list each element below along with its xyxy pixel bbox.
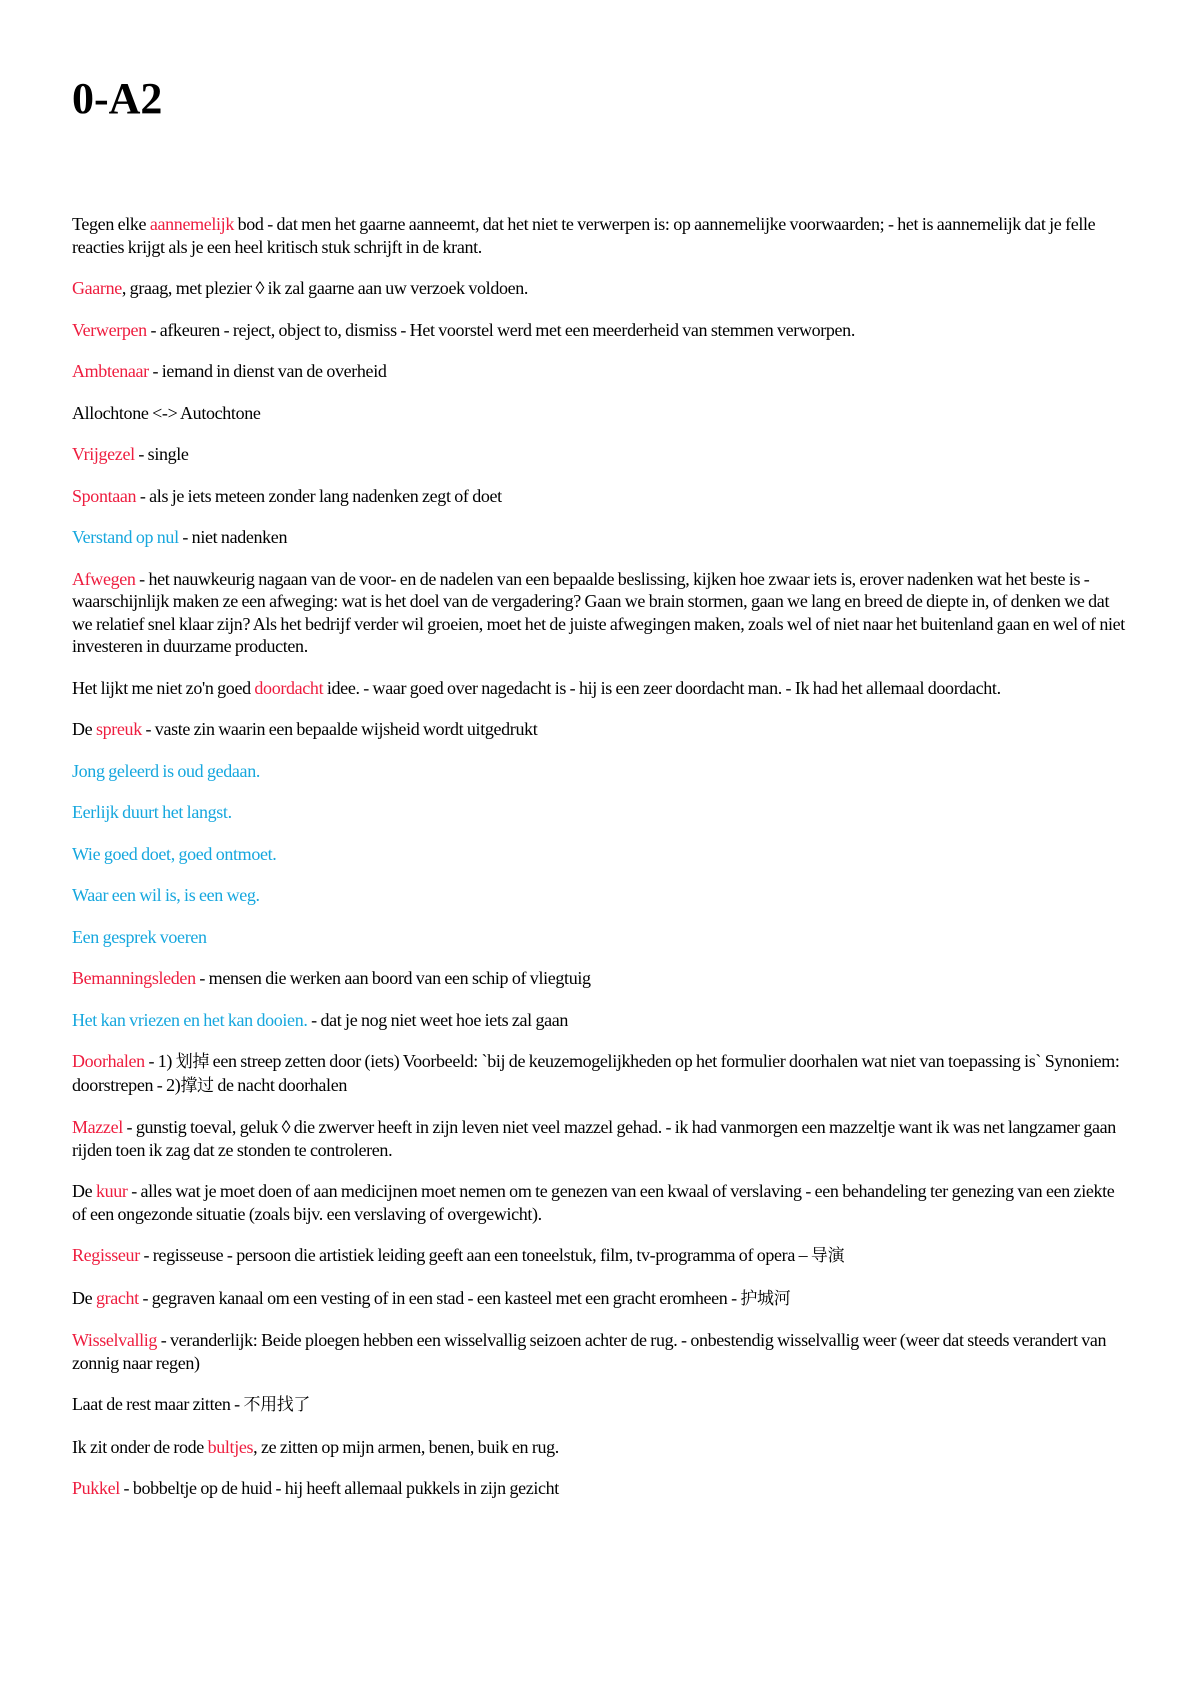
entry-text: - afkeuren - reject, object to, dismiss - Het voorstel werd met een meerderheid van stemmen verworpen. <box>146 319 855 340</box>
vocab-entry <box>72 443 1132 466</box>
entry-text: Ik zit onder de rode <box>72 1436 208 1457</box>
entry-text: - veranderlijk: Beide ploegen hebben een wisselvallig seizoen achter de rug. - onbestendig wisselvallig weer (weer dat steeds verandert van zonnig naar regen) <box>72 1330 1107 1373</box>
highlighted-term: Mazzel <box>72 1117 123 1137</box>
vocab-entry <box>72 526 1132 549</box>
entry-text: , ze zitten op mijn armen, benen, buik en rug. <box>253 1436 559 1457</box>
vocab-entry <box>72 718 1132 741</box>
entry-text: - vaste zin waarin een bepaalde wijsheid wordt uitgedrukt <box>141 719 538 739</box>
entry-text: - niet nadenken <box>178 527 288 547</box>
entry-text: De <box>72 1181 96 1201</box>
page-title: 0-A2 <box>72 74 163 123</box>
highlighted-term: bultjes <box>207 1436 254 1457</box>
entry-text: - mensen die werken aan boord van een schip of vliegtuig <box>195 968 591 988</box>
highlighted-term: Doorhalen <box>72 1051 145 1071</box>
highlighted-term: Pukkel <box>72 1478 120 1498</box>
vocab-entry <box>72 277 1132 300</box>
entry-text: Allochtone <-> Autochtone <box>72 402 261 423</box>
highlighted-phrase: Wie goed doet, goed ontmoet. <box>72 843 277 864</box>
entry-text: - bobbeltje op de huid - hij heeft allemaal pukkels in zijn gezicht <box>119 1478 559 1498</box>
highlighted-term: Bemanningsleden <box>72 968 196 988</box>
vocab-entry <box>72 402 1132 425</box>
entry-text: een streep zetten door (iets) Voorbeeld: `bij de keuzemogelijkheden op het formulier doorhalen wat niet van toepassing is` Synoniem: doorstrepen - 2) <box>72 1051 1120 1095</box>
entry-text: de nacht doorhalen <box>213 1074 347 1095</box>
vocab-entry <box>72 843 1132 866</box>
chinese-translation: 护城河 <box>740 1288 791 1309</box>
vocab-entry <box>72 884 1132 907</box>
vocab-entry <box>72 568 1132 658</box>
entry-text: Laat de rest maar zitten - <box>72 1394 244 1414</box>
vocab-entry <box>72 1477 1132 1500</box>
entry-text: Het lijkt me niet zo'n goed <box>72 677 255 698</box>
vocab-entry <box>72 1393 1132 1417</box>
vocab-entry <box>72 1116 1132 1161</box>
entry-text: - regisseuse - persoon die artistiek leiding geeft aan een toneelstuk, film, tv-programma of opera – <box>139 1245 811 1265</box>
entry-text: De <box>72 1287 96 1308</box>
vocab-entry <box>72 1180 1132 1225</box>
entry-text: Tegen elke <box>72 214 150 234</box>
highlighted-term: Regisseur <box>72 1245 140 1265</box>
highlighted-phrase: Waar een wil is, is een weg. <box>72 885 260 905</box>
entry-text: , graag, met plezier ◊ ik zal gaarne aan uw verzoek voldoen. <box>121 278 529 298</box>
highlighted-term: kuur <box>95 1181 128 1201</box>
entry-text: - single <box>134 444 189 464</box>
vocab-entry <box>72 1009 1132 1032</box>
highlighted-term: Wisselvallig <box>72 1330 158 1350</box>
chinese-translation: 撑过 <box>180 1075 214 1096</box>
highlighted-term: Gaarne <box>72 278 122 298</box>
entry-text: - iemand in dienst van de overheid <box>148 361 387 381</box>
entry-text: - dat je nog niet weet hoe iets zal gaan <box>307 1009 569 1030</box>
entry-text: - 1) <box>144 1051 176 1071</box>
vocab-entry <box>72 1244 1132 1268</box>
highlighted-phrase: Een gesprek voeren <box>72 926 207 947</box>
vocab-entry <box>72 677 1132 700</box>
vocab-entry <box>72 801 1132 824</box>
highlighted-term: aannemelijk <box>149 214 234 234</box>
vocab-entry <box>72 926 1132 949</box>
vocab-entry <box>72 213 1132 258</box>
entry-text: - het nauwkeurig nagaan van de voor- en de nadelen van een bepaalde beslissing, kijken hoe zwaar iets is, erover nadenken wat het beste is - waarschijnlijk maken ze een afweging: wat is het doel van de vergadering? Gaan we brain stormen, gaan we lang en breed de diepte in, of denken we dat we relatief snel klaar zijn? Als het bedrijf verder wil groeien, moet het de juiste afwegingen maken, zoals wel of niet naar het buitenland gaan en wel of niet investeren in duurzame producten. <box>72 568 1125 656</box>
chinese-translation: 导演 <box>810 1246 845 1266</box>
entry-text: bod - dat men het gaarne aanneemt, dat het niet te verwerpen is: op aannemelijke voorwaarden; - het is aannemelijk dat je felle reacties krijgt als je een heel kritisch stuk schrijft in de krant. <box>72 214 1096 257</box>
entry-text: - gegraven kanaal om een vesting of in een stad - een kasteel met een gracht eromheen - <box>138 1287 741 1308</box>
vocab-entry <box>72 319 1132 342</box>
vocab-entry <box>72 1436 1132 1459</box>
vocab-entry <box>72 967 1132 990</box>
highlighted-phrase: Het kan vriezen en het kan dooien. <box>72 1009 308 1030</box>
highlighted-term: Verwerpen <box>72 319 147 340</box>
highlighted-term: spreuk <box>95 719 142 739</box>
chinese-translation: 不用找了 <box>243 1395 311 1415</box>
vocab-entry <box>72 1287 1132 1311</box>
entry-text: - gunstig toeval, geluk ◊ die zwerver heeft in zijn leven niet veel mazzel gehad. - ik had vanmorgen een mazzeltje want ik was net langzamer gaan rijden toen ik zag dat ze stonden te controleren. <box>72 1117 1116 1160</box>
entry-list <box>72 213 1132 1519</box>
entry-text: - alles wat je moet doen of aan medicijnen moet nemen om te genezen van een kwaal of verslaving - een behandeling ter genezing van een ziekte of een ongezonde situatie (zoals bijv. een verslaving of overgewicht). <box>72 1181 1115 1224</box>
highlighted-term: Spontaan <box>72 485 137 506</box>
vocab-entry <box>72 360 1132 383</box>
entry-text: idee. - waar goed over nagedacht is - hij is een zeer doordacht man. - Ik had het allemaal doordacht. <box>323 677 1001 698</box>
highlighted-term: Ambtenaar <box>72 361 149 381</box>
highlighted-phrase: Eerlijk duurt het langst. <box>72 802 232 822</box>
vocab-entry <box>72 1329 1132 1374</box>
vocab-entry <box>72 760 1132 783</box>
highlighted-term: doordacht <box>254 677 324 698</box>
highlighted-phrase: Jong geleerd is oud gedaan. <box>72 760 260 781</box>
vocab-entry <box>72 485 1132 508</box>
highlighted-term: gracht <box>95 1287 139 1308</box>
entry-text: - als je iets meteen zonder lang nadenken zegt of doet <box>136 485 502 506</box>
chinese-translation: 划掉 <box>175 1052 210 1072</box>
highlighted-term: Afwegen <box>72 568 136 589</box>
highlighted-phrase: Verstand op nul <box>72 527 179 547</box>
highlighted-term: Vrijgezel <box>72 444 135 464</box>
entry-text: De <box>72 719 96 739</box>
vocab-entry <box>72 1050 1132 1097</box>
